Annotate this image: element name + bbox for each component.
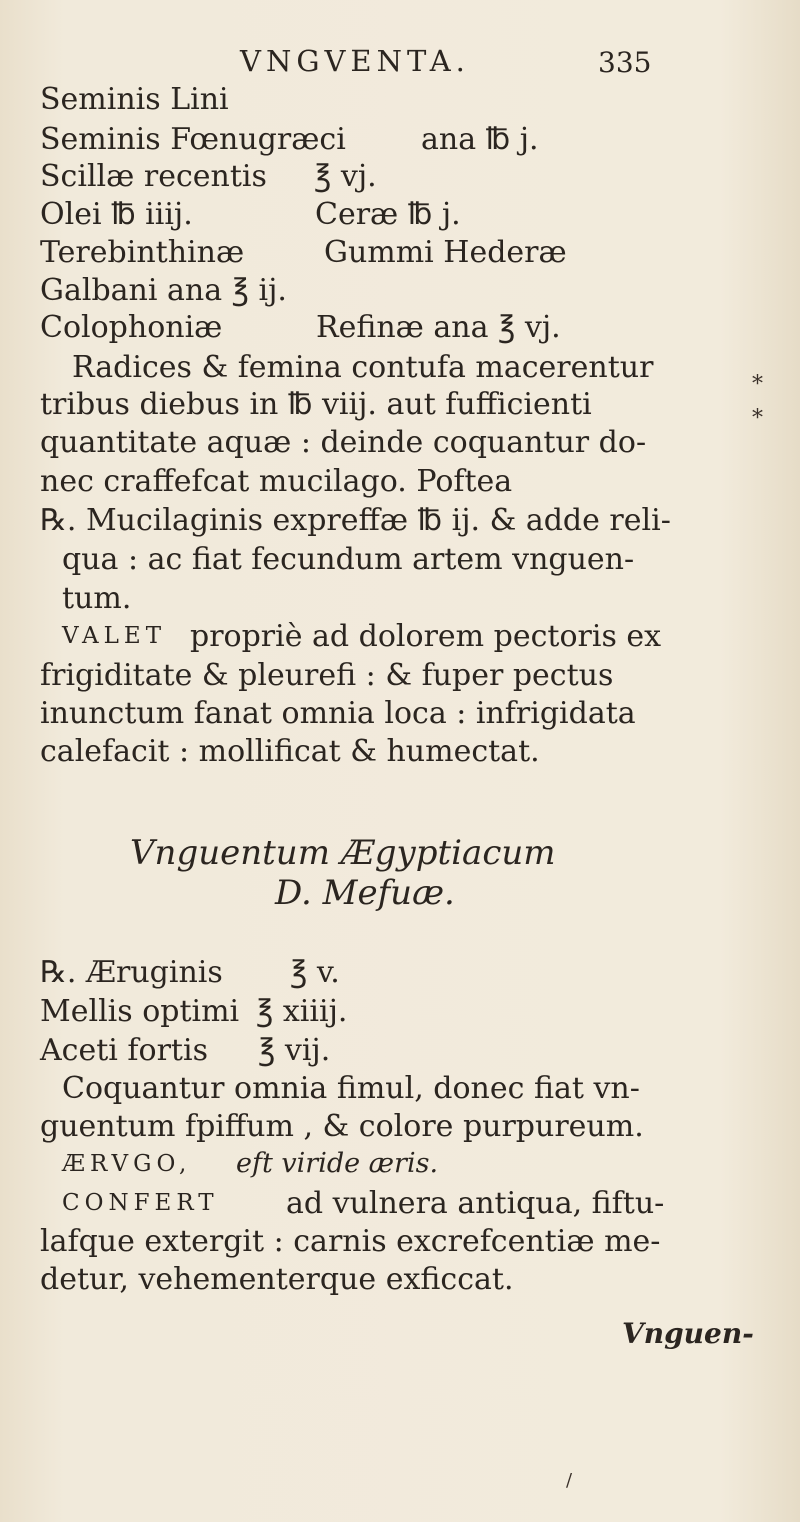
method-line: Coquantur omnia fimul, donec fiat vn- bbox=[62, 1071, 640, 1106]
confert-line: ad vulnera antiqua, fiftu- bbox=[286, 1186, 665, 1221]
valet-line: calefacit : mollificat & humectat. bbox=[40, 734, 540, 769]
aerugo-lead: ÆRVGO, bbox=[62, 1151, 192, 1177]
recipe-title: Vnguentum Ægyptiacum bbox=[130, 833, 556, 873]
method-line: tum. bbox=[62, 581, 132, 616]
ingredient-line: Seminis Fœnugræci bbox=[40, 122, 346, 157]
ingredient-line: Terebinthinæ bbox=[40, 235, 245, 270]
method-line: nec craffefcat mucilago. Poftea bbox=[40, 464, 513, 499]
method-line: Radices & femina contufa macerentur bbox=[72, 350, 654, 385]
confert-lead: CONFERT bbox=[62, 1190, 219, 1216]
ingredient-line: Galbani ana ℥ ij. bbox=[40, 273, 287, 308]
method-line: quantitate aquæ : deinde coquantur do- bbox=[40, 425, 647, 460]
method-line: guentum fpiffum , & colore purpureum. bbox=[40, 1109, 644, 1144]
valet-lead: VALET bbox=[62, 623, 167, 649]
ingredient-quantity: ℥ v. bbox=[290, 955, 340, 990]
ingredient-quantity: ℥ vij. bbox=[258, 1033, 331, 1068]
stray-pen-mark: / bbox=[566, 1470, 573, 1491]
ingredient-line: Scillæ recentis bbox=[40, 159, 267, 194]
method-line: qua : ac fiat fecundum artem vnguen- bbox=[62, 542, 635, 577]
ingredient-quantity: ana ℔ j. bbox=[421, 122, 539, 157]
method-line: ℞. Mucilaginis expreffæ ℔ ij. & adde reli- bbox=[40, 503, 671, 538]
aerugo-text: eft viride æris. bbox=[236, 1148, 439, 1179]
ingredient-quantity: Ceræ ℔ j. bbox=[315, 197, 461, 232]
ingredient-quantity: Refinæ ana ℥ vj. bbox=[316, 310, 561, 345]
confert-line: lafque extergit : carnis excrefcentiæ me- bbox=[40, 1224, 661, 1259]
margin-asterisk-mark: * bbox=[752, 406, 763, 431]
ingredient-line: Olei ℔ iiij. bbox=[40, 197, 193, 232]
recipe-author: D. Mefuæ. bbox=[275, 873, 455, 913]
ingredient-line: Colophoniæ bbox=[40, 310, 223, 345]
ingredient-quantity: Gummi Hederæ bbox=[324, 235, 567, 270]
confert-line: detur, vehementerque exficcat. bbox=[40, 1262, 514, 1297]
ingredient-quantity: ℥ xiiij. bbox=[256, 994, 348, 1029]
page-number: 335 bbox=[598, 46, 652, 79]
ingredient-quantity: ℥ vj. bbox=[314, 159, 377, 194]
ingredient-line: Aceti fortis bbox=[40, 1033, 208, 1068]
method-line: tribus diebus in ℔ viij. aut fufficienti bbox=[40, 387, 592, 422]
catchword: Vnguen- bbox=[622, 1317, 754, 1350]
margin-asterisk-mark: * bbox=[752, 372, 763, 397]
ingredient-line: Mellis optimi bbox=[40, 994, 240, 1029]
valet-line: frigiditate & pleurefi : & fuper pectus bbox=[40, 658, 614, 693]
ingredient-line: Seminis Lini bbox=[40, 82, 229, 117]
valet-line: propriè ad dolorem pectoris ex bbox=[190, 619, 662, 654]
running-title: VNGVENTA. bbox=[240, 44, 470, 78]
ingredient-line: ℞. Æruginis bbox=[40, 955, 223, 990]
valet-line: inunctum fanat omnia loca : infrigidata bbox=[40, 696, 636, 731]
